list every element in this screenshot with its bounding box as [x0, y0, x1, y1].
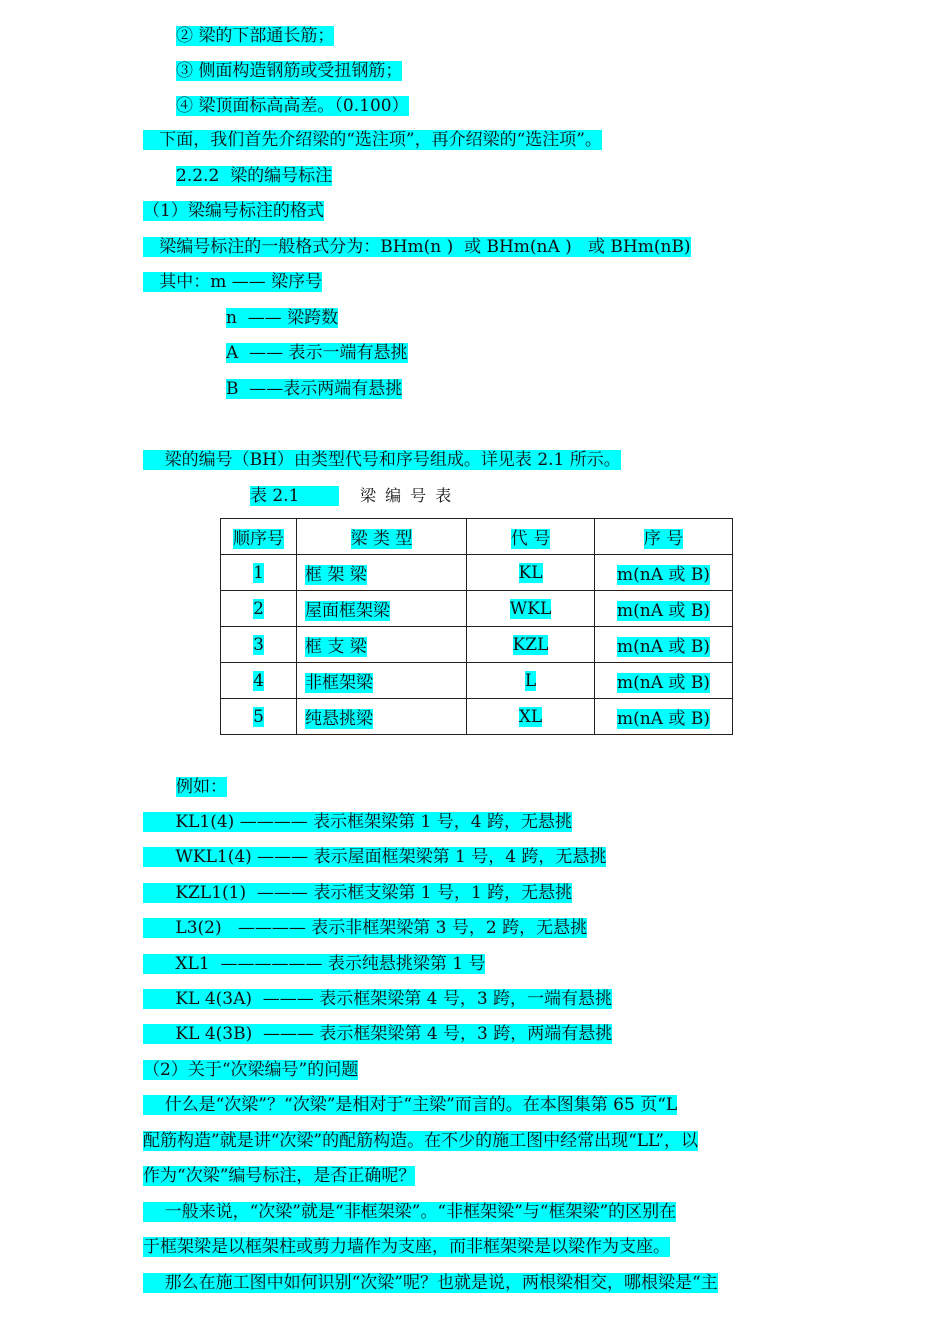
cell-code: XL — [467, 699, 595, 735]
section-heading: 2.2.2 梁的编号标注 — [176, 166, 333, 186]
table-row — [221, 555, 733, 591]
paragraph-line: 一般来说，“次梁”就是“非框架梁”。“非框架梁”与“框架梁”的区别在 — [143, 1202, 677, 1222]
table-caption-number: 表 2.1 — [250, 485, 339, 507]
cell-type: 框 架 梁 — [297, 555, 467, 591]
header-serial: 序 号 — [595, 519, 733, 555]
table-row — [221, 663, 733, 699]
top-item-3: ③ 侧面构造钢筋或受扭钢筋； — [176, 61, 403, 81]
table-row — [221, 627, 733, 663]
header-code: 代 号 — [467, 519, 595, 555]
table-header-row — [221, 519, 733, 555]
cell-order: 1 — [221, 555, 297, 591]
cell-order: 3 — [221, 627, 297, 663]
cell-order: 5 — [221, 699, 297, 735]
paragraph-line: 配筋构造”就是讲“次梁”的配筋构造。在不少的施工图中经常出现“LL”，以 — [143, 1131, 698, 1151]
cell-serial: m(nA 或 B) — [595, 699, 733, 735]
intro-paragraph: 下面，我们首先介绍梁的“选注项”，再介绍梁的“选注项”。 — [143, 130, 602, 150]
where-line: 其中：m —— 梁序号 — [143, 272, 323, 292]
subsection-heading-1: （1）梁编号标注的格式 — [143, 201, 324, 221]
example-line: KZL1(1) ——— 表示框支梁第 1 号，1 跨，无悬挑 — [143, 883, 573, 903]
cell-serial: m(nA 或 B) — [595, 663, 733, 699]
top-item-2: ② 梁的下部通长筋； — [176, 26, 335, 46]
table-row — [221, 699, 733, 735]
cell-type: 纯悬挑梁 — [297, 699, 467, 735]
paragraph-line: 那么在施工图中如何识别“次梁”呢？也就是说，两根梁相交，哪根梁是“主 — [143, 1273, 718, 1293]
example-line: XL1 —————— 表示纯悬挑梁第 1 号 — [143, 954, 486, 974]
definition-n: n —— 梁跨数 — [226, 308, 339, 328]
cell-serial: m(nA 或 B) — [595, 591, 733, 627]
paragraph-line: 作为“次梁”编号标注，是否正确呢？ — [143, 1166, 416, 1186]
definition-a: A —— 表示一端有悬挑 — [226, 343, 408, 363]
example-line: L3(2) ———— 表示非框架梁第 3 号，2 跨，无悬挑 — [143, 918, 588, 938]
paragraph-line: 什么是“次梁”？“次梁”是相对于“主梁”而言的。在本图集第 65 页“L — [143, 1095, 678, 1115]
cell-type: 屋面框架梁 — [297, 591, 467, 627]
example-line: KL1(4) ———— 表示框架梁第 1 号，4 跨，无悬挑 — [143, 812, 572, 832]
header-order: 顺序号 — [221, 519, 297, 555]
format-line: 梁编号标注的一般格式分为：BHm(n ) 或 BHm(nA ) 或 BHm(nB) — [143, 237, 691, 257]
cell-code: WKL — [467, 591, 595, 627]
cell-code: KL — [467, 555, 595, 591]
cell-type: 非框架梁 — [297, 663, 467, 699]
header-type: 梁 类 型 — [297, 519, 467, 555]
definition-b: B ——表示两端有悬挑 — [226, 379, 403, 399]
cell-serial: m(nA 或 B) — [595, 555, 733, 591]
example-line: WKL1(4) ——— 表示屋面框架梁第 1 号，4 跨，无悬挑 — [143, 847, 607, 867]
bh-description: 梁的编号（BH）由类型代号和序号组成。详见表 2.1 所示。 — [143, 450, 621, 470]
example-label: 例如： — [176, 777, 227, 797]
cell-order: 4 — [221, 663, 297, 699]
example-line: KL 4(3A) ——— 表示框架梁第 4 号，3 跨，一端有悬挑 — [143, 989, 613, 1009]
cell-code: KZL — [467, 627, 595, 663]
table-caption-title: 梁 编 号 表 — [360, 486, 454, 505]
subsection-heading-2: （2）关于“次梁编号”的问题 — [143, 1060, 359, 1080]
cell-serial: m(nA 或 B) — [595, 627, 733, 663]
example-line: KL 4(3B) ——— 表示框架梁第 4 号，3 跨，两端有悬挑 — [143, 1024, 613, 1044]
top-item-4: ④ 梁顶面标高高差。（0.100） — [176, 96, 409, 116]
cell-code: L — [467, 663, 595, 699]
cell-type: 框 支 梁 — [297, 627, 467, 663]
cell-order: 2 — [221, 591, 297, 627]
paragraph-line: 于框架梁是以框架柱或剪力墙作为支座，而非框架梁是以梁作为支座。 — [143, 1237, 670, 1257]
table-row — [221, 591, 733, 627]
beam-numbering-table — [220, 518, 733, 735]
